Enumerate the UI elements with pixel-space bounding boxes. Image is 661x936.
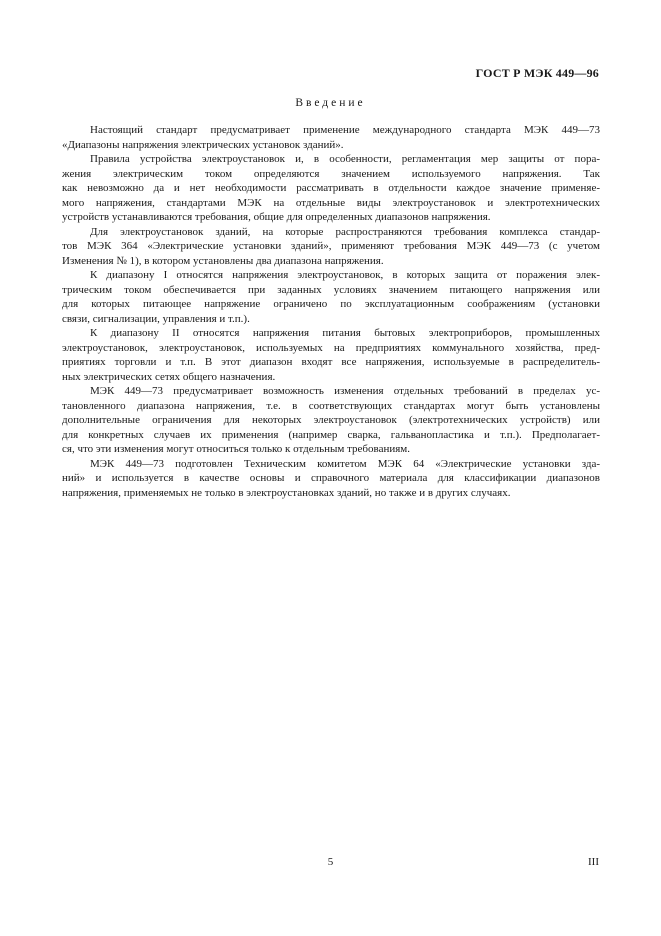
paragraph-line: как невозможно да и нет необходимости рассматривать в отдельности каждое значение применяе-	[62, 182, 600, 194]
paragraph-line: для которых питающее напряжение ограничено по эксплуатационным соображениям (установки	[62, 298, 600, 310]
paragraph-line: для конкретных случаев их применения (например сварка, гальванопластика и т.п.). Предполагает-	[62, 428, 600, 441]
paragraph	[62, 384, 600, 457]
paragraph-line: связи, сигнализации, управления и т.п.).	[62, 312, 250, 325]
paragraph-line: устройств устанавливаются требования, общие для определенных диапазонов напряжения.	[62, 211, 491, 223]
paragraph	[62, 123, 600, 152]
body-text	[62, 123, 600, 500]
paragraph-line: ся, что эти изменения могут относиться только к отдельным требованиям.	[62, 443, 410, 455]
paragraph-line: ных электрических сетях общего назначения.	[62, 370, 276, 383]
paragraph-line: тановленного диапазона напряжения, т.е. в соответствующих стандартах могут быть установлены	[62, 399, 600, 412]
paragraph	[62, 457, 600, 501]
paragraph-line: МЭК 449—73 подготовлен Техническим комитетом МЭК 64 «Электрические установки зда-	[90, 457, 600, 470]
paragraph	[62, 268, 600, 326]
paragraph-line: тов МЭК 364 «Электрические установки зданий», применяют требования МЭК 449—73 (с учетом	[62, 240, 600, 252]
paragraph-line: ний» и используется в качестве основы и справочного материала для классификации диапазонов	[62, 472, 600, 484]
document-code: ГОСТ Р МЭК 449—96	[475, 66, 599, 80]
paragraph-line: Настоящий стандарт предусматривает применение международного стандарта МЭК 449—73	[90, 124, 600, 136]
paragraph-line: приятиях торговли и т.п. В этот диапазон входят все напряжения, используемые в распределитель-	[62, 356, 600, 368]
paragraph-line: напряжения, применяемых не только в электроустановках зданий, но также и в других случаях.	[62, 486, 511, 499]
paragraph	[62, 326, 600, 384]
paragraph-line: К диапазону I относятся напряжения электроустановок, в которых защита от поражения элек-	[90, 269, 600, 281]
paragraph-line: жения электрическим током определяются значением используемого напряжения. Так	[62, 167, 600, 180]
paragraph-line: электроустановок, электроустановок, используемых на предприятиях коммунального хозяйства, пред-	[62, 341, 600, 354]
roman-page-number: III	[588, 856, 599, 868]
paragraph-line: К диапазону II относятся напряжения питания бытовых электроприборов, промышленных	[90, 327, 600, 339]
paragraph-line: трическим током обеспечивается при заданных условиях значением питающего напряжения или	[62, 283, 600, 296]
page-number: 5	[327, 856, 334, 868]
section-heading: Введение	[295, 97, 366, 109]
paragraph	[62, 225, 600, 269]
paragraph-line: дополнительные ограничения для некоторых электроустановок (электротехнических устройств) или	[62, 414, 600, 426]
paragraph-line: Изменения № 1), в котором установлены два диапазона напряжения.	[62, 254, 384, 267]
paragraph-line: «Диапазоны напряжения электрических установок зданий».	[62, 138, 344, 151]
paragraph	[62, 152, 600, 225]
paragraph-line: Для электроустановок зданий, на которые распространяются требования комплекса стандар-	[90, 225, 600, 238]
paragraph-line: Правила устройства электроустановок и, в особенности, регламентация мер защиты от пора-	[90, 153, 600, 165]
paragraph-line: мого напряжения, стандартами МЭК на отдельные виды электроустановок и электротехнических	[62, 196, 600, 209]
paragraph-line: МЭК 449—73 предусматривает возможность изменения отдельных требований в пределах ус-	[90, 385, 600, 397]
